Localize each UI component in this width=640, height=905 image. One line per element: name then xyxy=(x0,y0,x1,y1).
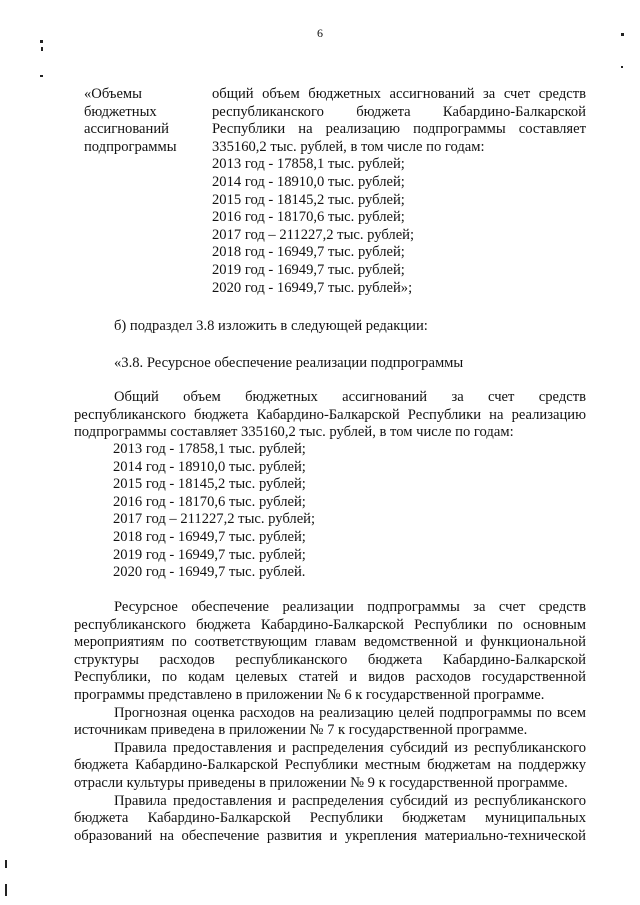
scan-mark xyxy=(40,75,43,77)
scan-mark xyxy=(5,860,7,868)
year-line: 2013 год - 17858,1 тыс. рублей; xyxy=(113,441,306,457)
volume-intro-line: республиканского бюджета Кабардино-Балкарской xyxy=(212,103,586,120)
year-line: 2018 год - 16949,7 тыс. рублей; xyxy=(113,528,306,545)
volume-year-line: 2020 год - 16949,7 тыс. рублей»; xyxy=(212,279,413,296)
total-line: республиканского бюджета Кабардино-Балкарской Республики на реализацию xyxy=(74,406,586,423)
scan-mark xyxy=(40,40,43,43)
year-line: 2020 год - 16949,7 тыс. рублей. xyxy=(113,564,306,581)
year-line: 2015 год - 18145,2 тыс. рублей; xyxy=(113,476,306,493)
volume-label-line: ассигнований xyxy=(84,121,169,138)
paragraph-resource: Ресурсное обеспечение реализации подпрограммы за счет средств республиканского бюджета Кабардино-Балкарской Республики по основным мероприятиям по соответствующим главам ведомственной и функциональной структуры расходов республиканского бюджета Кабардино-Балкарской Республики, по кодам целевых статей и видов расходов государственной программы представлено в приложении № 6 к государственной программе. xyxy=(74,599,586,703)
volume-label xyxy=(84,86,204,156)
scan-mark xyxy=(621,33,624,36)
total-line: подпрограммы составляет 335160,2 тыс. рублей, в том числе по годам: xyxy=(74,424,514,441)
volume-label-line: бюджетных xyxy=(84,103,157,120)
volume-year-line: 2017 год – 211227,2 тыс. рублей; xyxy=(212,226,415,243)
volume-label-line: «Объемы xyxy=(84,86,142,102)
paragraph-rules-material: Правила предоставления и распределения субсидий из республиканского бюджета Кабардино-Балкарской Республики бюджетам муниципальных образований на обеспечение развития и укрепления материально-технической xyxy=(74,792,586,844)
years-list xyxy=(113,441,315,582)
total-paragraph xyxy=(74,389,586,442)
volume-year-line: 2019 год - 16949,7 тыс. рублей; xyxy=(212,261,405,278)
volume-intro-line: 335160,2 тыс. рублей, в том числе по годам: xyxy=(212,138,485,155)
scan-mark xyxy=(41,47,43,51)
year-line: 2016 год - 18170,6 тыс. рублей; xyxy=(113,493,306,510)
year-line: 2019 год - 16949,7 тыс. рублей; xyxy=(113,546,306,563)
paragraph-rules-culture: Правила предоставления и распределения субсидий из республиканского бюджета Кабардино-Балкарской Республики местным бюджетам на поддержку отрасли культуры приведены в приложении № 9 к государственной программе. xyxy=(74,739,586,791)
volume-label-line: подпрограммы xyxy=(84,138,177,155)
volume-year-line: 2014 год - 18910,0 тыс. рублей; xyxy=(212,173,405,190)
volume-content xyxy=(212,86,586,297)
scan-mark xyxy=(5,884,7,896)
page-number: 6 xyxy=(317,26,323,40)
volume-intro-line: Республики на реализацию подпрограммы составляет xyxy=(212,121,586,138)
instruction-line: б) подраздел 3.8 изложить в следующей редакции: xyxy=(114,318,428,334)
volume-year-line: 2015 год - 18145,2 тыс. рублей; xyxy=(212,191,405,208)
year-line: 2017 год – 211227,2 тыс. рублей; xyxy=(113,511,316,528)
total-line: Общий объем бюджетных ассигнований за счет средств xyxy=(114,389,586,405)
volume-intro-line: общий объем бюджетных ассигнований за счет средств xyxy=(212,86,586,102)
volume-year-line: 2018 год - 16949,7 тыс. рублей; xyxy=(212,244,405,261)
paragraph-forecast: Прогнозная оценка расходов на реализацию целей подпрограммы по всем источникам приведена в приложении № 7 к государственной программе. xyxy=(74,704,586,739)
section-title: «3.8. Ресурсное обеспечение реализации подпрограммы xyxy=(114,355,464,371)
body-paragraphs xyxy=(74,599,586,845)
volume-year-line: 2016 год - 18170,6 тыс. рублей; xyxy=(212,209,405,226)
scan-mark xyxy=(621,66,623,68)
year-line: 2014 год - 18910,0 тыс. рублей; xyxy=(113,458,306,475)
volume-year-line: 2013 год - 17858,1 тыс. рублей; xyxy=(212,156,405,173)
